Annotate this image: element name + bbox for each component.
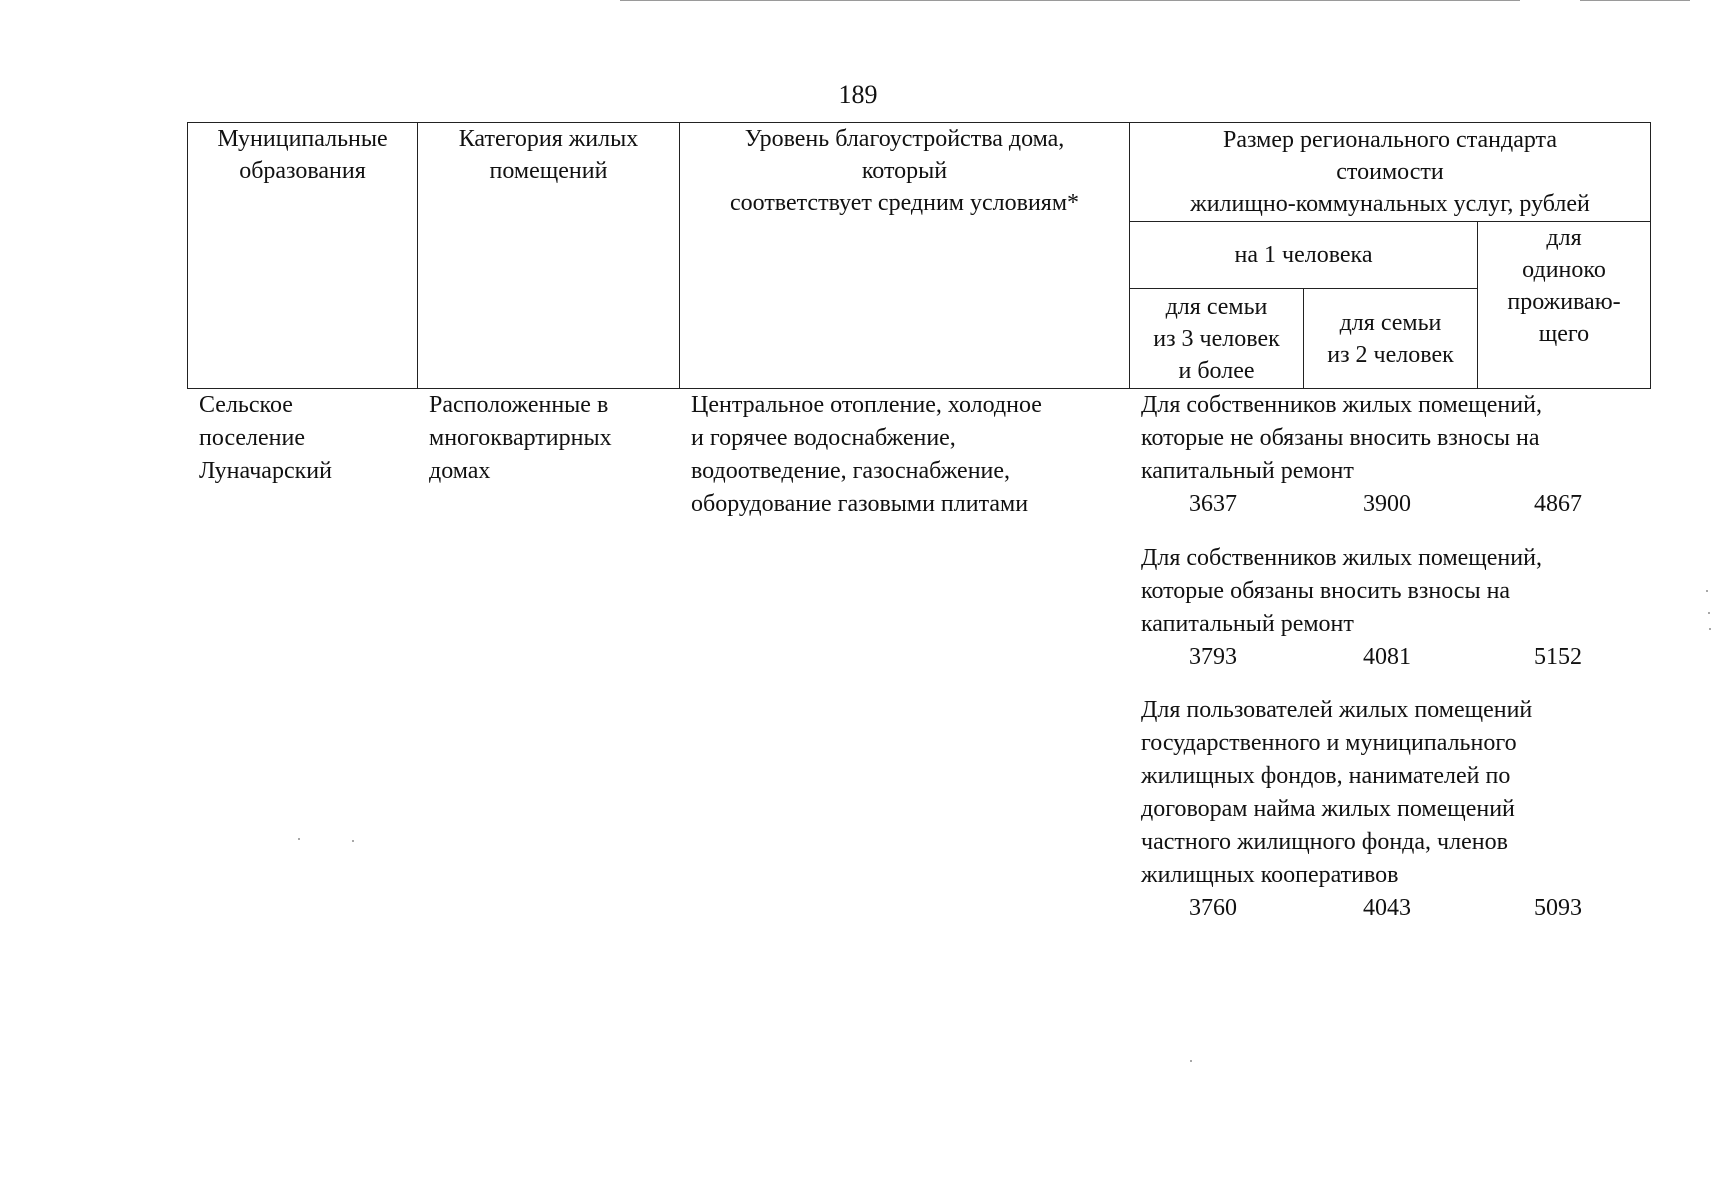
header-standard: Размер регионального стандарта стоимости жилищно-коммунальных услуг, рублей <box>1130 123 1651 222</box>
value-family-3: 3637 <box>1189 491 1237 517</box>
group-title: Для пользователей жилых помещений государственного и муниципального жилищных фондов, нанимателей по договорам найма жилых помещений частного жилищного фонда, членов жилищных кооперативов <box>1141 697 1533 888</box>
value-single: 5093 <box>1534 895 1582 921</box>
header-category: Категория жилых помещений <box>418 123 680 389</box>
header-family-3: для семьи из 3 человек и более <box>1130 289 1304 389</box>
value-family-2: 3900 <box>1363 491 1411 517</box>
header-single-resident: для одиноко проживаю- щего <box>1478 222 1651 389</box>
scan-speck <box>352 840 354 842</box>
header-level: Уровень благоустройства дома, который соответствует средним условиям* <box>680 123 1130 389</box>
value-family-2: 4043 <box>1363 895 1411 921</box>
scan-speck <box>298 838 300 840</box>
value-group-owners-no-capital-repair <box>1141 389 1661 521</box>
header-family-2: для семьи из 2 человек <box>1304 289 1478 389</box>
value-single: 4867 <box>1534 491 1582 517</box>
value-row <box>1141 641 1661 674</box>
value-row <box>1141 892 1661 925</box>
group-title: Для собственников жилых помещений, которые не обязаны вносить взносы на капитальный ремонт <box>1141 392 1542 484</box>
row-category: Расположенные в многоквартирных домах <box>429 392 612 484</box>
scan-speck <box>1708 612 1710 614</box>
row-level: Центральное отопление, холодное и горячее водоснабжение, водоотведение, газоснабжение, оборудование газовыми плитами <box>691 392 1042 517</box>
scan-speck <box>1190 1060 1192 1062</box>
table-header <box>187 122 1651 389</box>
scan-edge-line <box>620 0 1520 1</box>
value-row <box>1141 488 1661 521</box>
value-single: 5152 <box>1534 644 1582 670</box>
value-family-3: 3760 <box>1189 895 1237 921</box>
header-municipalities: Муниципальные образования <box>188 123 418 389</box>
scan-speck <box>1709 628 1711 630</box>
scan-speck <box>1706 590 1708 592</box>
row-municipality: Сельское поселение Луначарский <box>199 392 332 484</box>
value-family-2: 4081 <box>1363 644 1411 670</box>
value-group-tenants <box>1141 694 1661 925</box>
value-group-owners-capital-repair <box>1141 542 1661 674</box>
group-title: Для собственников жилых помещений, которые обязаны вносить взносы на капитальный ремонт <box>1141 545 1542 637</box>
page-number: 189 <box>838 80 878 109</box>
header-per-person: на 1 человека <box>1130 222 1478 289</box>
value-family-3: 3793 <box>1189 644 1237 670</box>
scan-edge-line-right <box>1580 0 1690 1</box>
